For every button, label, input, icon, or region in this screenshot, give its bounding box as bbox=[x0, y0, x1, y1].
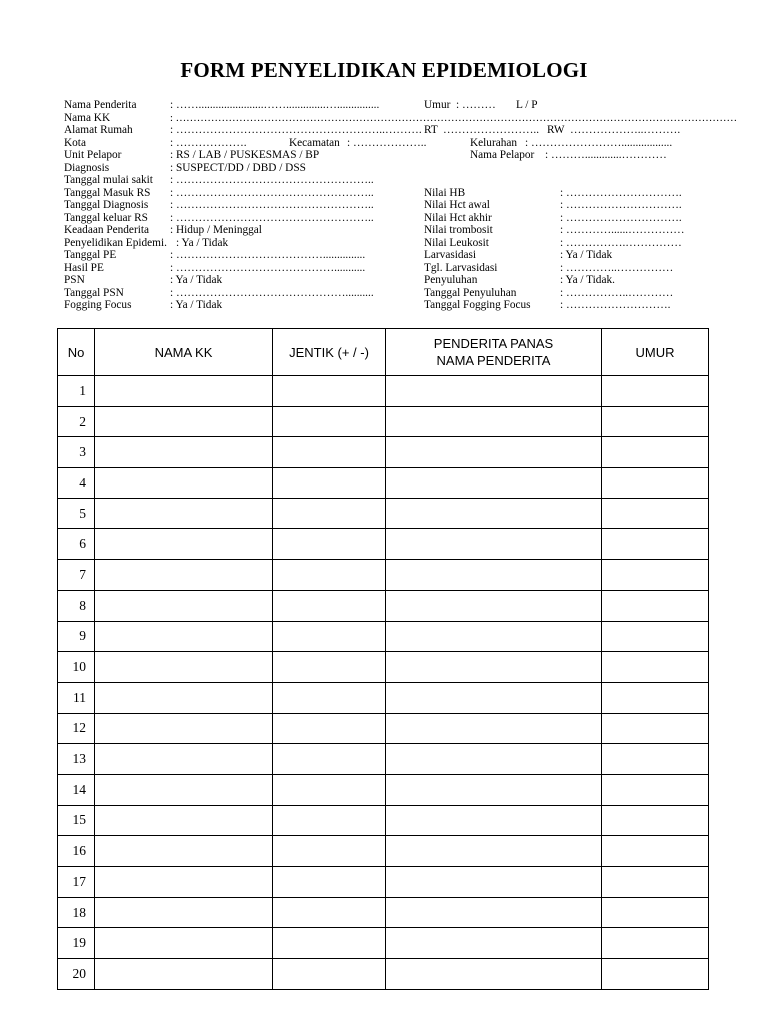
table-body bbox=[58, 376, 709, 990]
jentik-cell[interactable] bbox=[273, 376, 386, 407]
label-nilai-hct-akhir: Nilai Hct akhir bbox=[424, 211, 492, 224]
nama-kk-cell[interactable] bbox=[95, 590, 273, 621]
jentik-cell[interactable] bbox=[273, 744, 386, 775]
umur-cell[interactable] bbox=[602, 406, 709, 437]
row-number: 5 bbox=[58, 498, 95, 529]
value-hasil-pe: : ……………………………………........... bbox=[170, 261, 366, 274]
row-number: 7 bbox=[58, 560, 95, 591]
value-tanggal-pe: : …………………………………............... bbox=[170, 249, 366, 261]
jentik-cell[interactable] bbox=[273, 529, 386, 560]
jentik-cell[interactable] bbox=[273, 774, 386, 805]
umur-cell[interactable] bbox=[602, 744, 709, 775]
value-tanggal-psn: : ……………………………………….......... bbox=[170, 286, 374, 299]
nama-penderita-cell[interactable] bbox=[386, 498, 602, 529]
row-number: 10 bbox=[58, 652, 95, 683]
table-row bbox=[58, 836, 709, 867]
nama-kk-cell[interactable] bbox=[95, 897, 273, 928]
label-tanggal-fogging-focus: Tanggal Fogging Focus bbox=[424, 299, 531, 311]
row-number: 2 bbox=[58, 406, 95, 437]
table-row bbox=[58, 744, 709, 775]
nama-penderita-cell[interactable] bbox=[386, 468, 602, 499]
umur-cell[interactable] bbox=[602, 805, 709, 836]
nama-penderita-cell[interactable] bbox=[386, 376, 602, 407]
value-tanggal-fogging-focus: : ………………………. bbox=[560, 299, 671, 311]
label-alamat-rumah: Alamat Rumah bbox=[64, 124, 133, 136]
label-nama-penderita: Nama Penderita bbox=[64, 99, 137, 111]
row-number: 8 bbox=[58, 590, 95, 621]
table-header-row bbox=[58, 329, 709, 376]
jentik-cell[interactable] bbox=[273, 959, 386, 990]
jentik-cell[interactable] bbox=[273, 590, 386, 621]
nama-kk-cell[interactable] bbox=[95, 652, 273, 683]
label-psn: PSN bbox=[64, 274, 85, 286]
kelurahan-label: Kelurahan bbox=[470, 136, 518, 149]
kelurahan-value: : …………………….................. bbox=[525, 136, 673, 149]
table-row bbox=[58, 529, 709, 560]
nama-kk-cell[interactable] bbox=[95, 744, 273, 775]
label-nilai-trombosit: Nilai trombosit bbox=[424, 224, 493, 236]
table-row bbox=[58, 928, 709, 959]
label-diagnosis: Diagnosis bbox=[64, 161, 110, 174]
rt-label: RT bbox=[424, 124, 438, 136]
nama-kk-cell[interactable] bbox=[95, 805, 273, 836]
label-nilai-hct-awal: Nilai Hct awal bbox=[424, 199, 490, 211]
nama-penderita-cell[interactable] bbox=[386, 652, 602, 683]
nama-penderita-cell[interactable] bbox=[386, 959, 602, 990]
table-row bbox=[58, 713, 709, 744]
umur-cell[interactable] bbox=[602, 652, 709, 683]
nama-kk-cell[interactable] bbox=[95, 468, 273, 499]
jentik-cell[interactable] bbox=[273, 621, 386, 652]
umur-cell[interactable] bbox=[602, 437, 709, 468]
value-nama-kk: : …………………………………………………………………………………………………………………………………………… bbox=[170, 112, 738, 124]
label-nilai-leukosit: Nilai Leukosit bbox=[424, 236, 489, 249]
umur-cell[interactable] bbox=[602, 468, 709, 499]
jentik-cell[interactable] bbox=[273, 437, 386, 468]
row-number: 15 bbox=[58, 805, 95, 836]
table-row bbox=[58, 468, 709, 499]
row-number: 14 bbox=[58, 774, 95, 805]
value-tanggal-diagnosis: : …………………………………………….. bbox=[170, 199, 374, 211]
jentik-cell[interactable] bbox=[273, 682, 386, 713]
row-number: 12 bbox=[58, 713, 95, 744]
umur-label: Umur bbox=[424, 99, 451, 111]
form-title: FORM PENYELIDIKAN EPIDEMIOLOGI bbox=[180, 58, 588, 82]
row-number: 18 bbox=[58, 897, 95, 928]
label-keadaan-penderita: Keadaan Penderita bbox=[64, 224, 149, 236]
nama-penderita-cell[interactable] bbox=[386, 590, 602, 621]
label-tanggal-penyuluhan: Tanggal Penyuluhan bbox=[424, 286, 517, 299]
nama-penderita-cell[interactable] bbox=[386, 836, 602, 867]
value-tanggal-mulai-sakit: : …………………………………………….. bbox=[170, 174, 374, 186]
value-larvasidasi: : Ya / Tidak bbox=[560, 249, 613, 261]
umur-cell[interactable] bbox=[602, 897, 709, 928]
row-number: 13 bbox=[58, 744, 95, 775]
value-diagnosis: : SUSPECT/DD / DBD / DSS bbox=[170, 161, 306, 174]
nama-kk-cell[interactable] bbox=[95, 682, 273, 713]
nama-penderita-cell[interactable] bbox=[386, 406, 602, 437]
value-tgl-larvasidasi: : …………..…………… bbox=[560, 261, 674, 274]
table-row bbox=[58, 560, 709, 591]
value-tanggal-masuk-rs: : …………………………………………….. bbox=[170, 186, 374, 199]
value-nilai-hct-akhir: : …………………………. bbox=[560, 211, 682, 224]
label-tanggal-diagnosis: Tanggal Diagnosis bbox=[64, 199, 149, 211]
table-row bbox=[58, 437, 709, 468]
jentik-cell[interactable] bbox=[273, 805, 386, 836]
jentik-cell[interactable] bbox=[273, 498, 386, 529]
umur-cell[interactable] bbox=[602, 928, 709, 959]
nama-kk-cell[interactable] bbox=[95, 713, 273, 744]
header-no: No bbox=[58, 329, 95, 376]
value-nama-penderita: : …….......................……..............…............... bbox=[170, 99, 380, 111]
value-penyelidikan-epidemi: : Ya / Tidak bbox=[176, 236, 229, 249]
nama-penderita-cell[interactable] bbox=[386, 867, 602, 898]
household-table bbox=[57, 328, 709, 990]
nama-kk-cell[interactable] bbox=[95, 406, 273, 437]
label-kota: Kota bbox=[64, 136, 86, 149]
value-penyuluhan: : Ya / Tidak. bbox=[560, 274, 615, 286]
value-kota: : ………………. bbox=[170, 136, 247, 149]
table-row bbox=[58, 590, 709, 621]
label-fogging-focus: Fogging Focus bbox=[64, 299, 132, 311]
nama-kk-cell[interactable] bbox=[95, 867, 273, 898]
value-psn: : Ya / Tidak bbox=[170, 274, 223, 286]
table-row bbox=[58, 774, 709, 805]
nama-kk-cell[interactable] bbox=[95, 437, 273, 468]
row-number: 9 bbox=[58, 621, 95, 652]
value-alamat-rumah: : ………………………………………………..………. bbox=[170, 124, 422, 136]
value-nilai-leukosit: : …………….…………… bbox=[560, 236, 682, 249]
nama-kk-cell[interactable] bbox=[95, 529, 273, 560]
umur-cell[interactable] bbox=[602, 621, 709, 652]
label-tanggal-masuk-rs: Tanggal Masuk RS bbox=[64, 186, 151, 199]
nama-penderita-cell[interactable] bbox=[386, 621, 602, 652]
value-tanggal-penyuluhan: : ……………..………… bbox=[560, 286, 674, 299]
kecamatan-label: Kecamatan bbox=[289, 136, 340, 149]
label-hasil-pe: Hasil PE bbox=[64, 261, 104, 274]
label-tanggal-mulai-sakit: Tanggal mulai sakit bbox=[64, 174, 153, 186]
label-larvasidasi: Larvasidasi bbox=[424, 249, 477, 261]
umur-cell[interactable] bbox=[602, 560, 709, 591]
table-row bbox=[58, 682, 709, 713]
header-jentik: JENTIK (+ / -) bbox=[273, 329, 386, 376]
label-tanggal-keluar-rs: Tanggal keluar RS bbox=[64, 211, 148, 224]
value-nilai-hb: : …………………………. bbox=[560, 186, 682, 199]
row-number: 20 bbox=[58, 959, 95, 990]
nama-penderita-cell[interactable] bbox=[386, 805, 602, 836]
nama-penderita-cell[interactable] bbox=[386, 744, 602, 775]
table-row bbox=[58, 805, 709, 836]
nama-penderita-cell[interactable] bbox=[386, 713, 602, 744]
umur-cell[interactable] bbox=[602, 376, 709, 407]
nama-kk-cell[interactable] bbox=[95, 928, 273, 959]
nama-kk-cell[interactable] bbox=[95, 376, 273, 407]
umur-cell[interactable] bbox=[602, 774, 709, 805]
umur-cell[interactable] bbox=[602, 682, 709, 713]
sex-value: L / P bbox=[516, 99, 538, 111]
label-unit-pelapor: Unit Pelapor bbox=[64, 149, 122, 161]
value-keadaan-penderita: : Hidup / Meninggal bbox=[170, 224, 262, 236]
label-tanggal-pe: Tanggal PE bbox=[64, 249, 117, 261]
nama-penderita-cell[interactable] bbox=[386, 682, 602, 713]
row-number: 16 bbox=[58, 836, 95, 867]
jentik-cell[interactable] bbox=[273, 652, 386, 683]
value-fogging-focus: : Ya / Tidak bbox=[170, 299, 223, 311]
jentik-cell[interactable] bbox=[273, 560, 386, 591]
jentik-cell[interactable] bbox=[273, 468, 386, 499]
umur-cell[interactable] bbox=[602, 529, 709, 560]
table-row bbox=[58, 897, 709, 928]
umur-cell[interactable] bbox=[602, 713, 709, 744]
umur-cell[interactable] bbox=[602, 959, 709, 990]
umur-cell[interactable] bbox=[602, 590, 709, 621]
row-number: 6 bbox=[58, 529, 95, 560]
jentik-cell[interactable] bbox=[273, 928, 386, 959]
nama-pelapor-label: Nama Pelapor bbox=[470, 149, 535, 161]
label-nama-kk: Nama KK bbox=[64, 111, 111, 124]
nama-kk-cell[interactable] bbox=[95, 621, 273, 652]
nama-penderita-cell[interactable] bbox=[386, 897, 602, 928]
table-row bbox=[58, 652, 709, 683]
row-number: 1 bbox=[58, 376, 95, 407]
table-row bbox=[58, 406, 709, 437]
label-penyuluhan: Penyuluhan bbox=[424, 274, 478, 286]
row-number: 4 bbox=[58, 468, 95, 499]
table-row bbox=[58, 376, 709, 407]
umur-cell[interactable] bbox=[602, 836, 709, 867]
row-number: 17 bbox=[58, 867, 95, 898]
header-penderita-panas: PENDERITA PANAS NAMA PENDERITA bbox=[386, 329, 602, 376]
nama-kk-cell[interactable] bbox=[95, 836, 273, 867]
jentik-cell[interactable] bbox=[273, 713, 386, 744]
row-number: 11 bbox=[58, 682, 95, 713]
nama-penderita-cell[interactable] bbox=[386, 560, 602, 591]
nama-pelapor-value: : ……….............………… bbox=[545, 149, 667, 161]
row-number: 3 bbox=[58, 437, 95, 468]
label-tanggal-psn: Tanggal PSN bbox=[64, 286, 124, 299]
table-row bbox=[58, 498, 709, 529]
umur-value: : ……… bbox=[456, 99, 496, 111]
nama-penderita-cell[interactable] bbox=[386, 928, 602, 959]
rw-label: RW bbox=[547, 124, 565, 136]
nama-penderita-cell[interactable] bbox=[386, 774, 602, 805]
nama-kk-cell[interactable] bbox=[95, 498, 273, 529]
jentik-cell[interactable] bbox=[273, 867, 386, 898]
header-umur: UMUR bbox=[602, 329, 709, 376]
table-row bbox=[58, 959, 709, 990]
value-nilai-hct-awal: : …………………………. bbox=[560, 199, 682, 211]
kecamatan-value: : ……………….. bbox=[347, 136, 427, 149]
umur-cell[interactable] bbox=[602, 867, 709, 898]
rt-value: …………………….. bbox=[443, 124, 540, 136]
table-row bbox=[58, 867, 709, 898]
row-number: 19 bbox=[58, 928, 95, 959]
nama-penderita-cell[interactable] bbox=[386, 437, 602, 468]
nama-kk-cell[interactable] bbox=[95, 774, 273, 805]
label-nilai-hb: Nilai HB bbox=[424, 186, 466, 199]
nama-kk-cell[interactable] bbox=[95, 959, 273, 990]
jentik-cell[interactable] bbox=[273, 406, 386, 437]
umur-cell[interactable] bbox=[602, 498, 709, 529]
table-row bbox=[58, 621, 709, 652]
nama-penderita-cell[interactable] bbox=[386, 529, 602, 560]
jentik-cell[interactable] bbox=[273, 897, 386, 928]
value-unit-pelapor: : RS / LAB / PUSKESMAS / BP bbox=[170, 149, 320, 161]
rw-value: ………………..………. bbox=[570, 124, 681, 136]
value-nilai-trombosit: : …………......…………… bbox=[560, 224, 685, 236]
label-tgl-larvasidasi: Tgl. Larvasidasi bbox=[424, 261, 498, 274]
value-tanggal-keluar-rs: : …………………………………………….. bbox=[170, 211, 374, 224]
header-nama-kk: NAMA KK bbox=[95, 329, 273, 376]
jentik-cell[interactable] bbox=[273, 836, 386, 867]
nama-kk-cell[interactable] bbox=[95, 560, 273, 591]
label-penyelidikan-epidemi: Penyelidikan Epidemi. bbox=[64, 236, 167, 249]
